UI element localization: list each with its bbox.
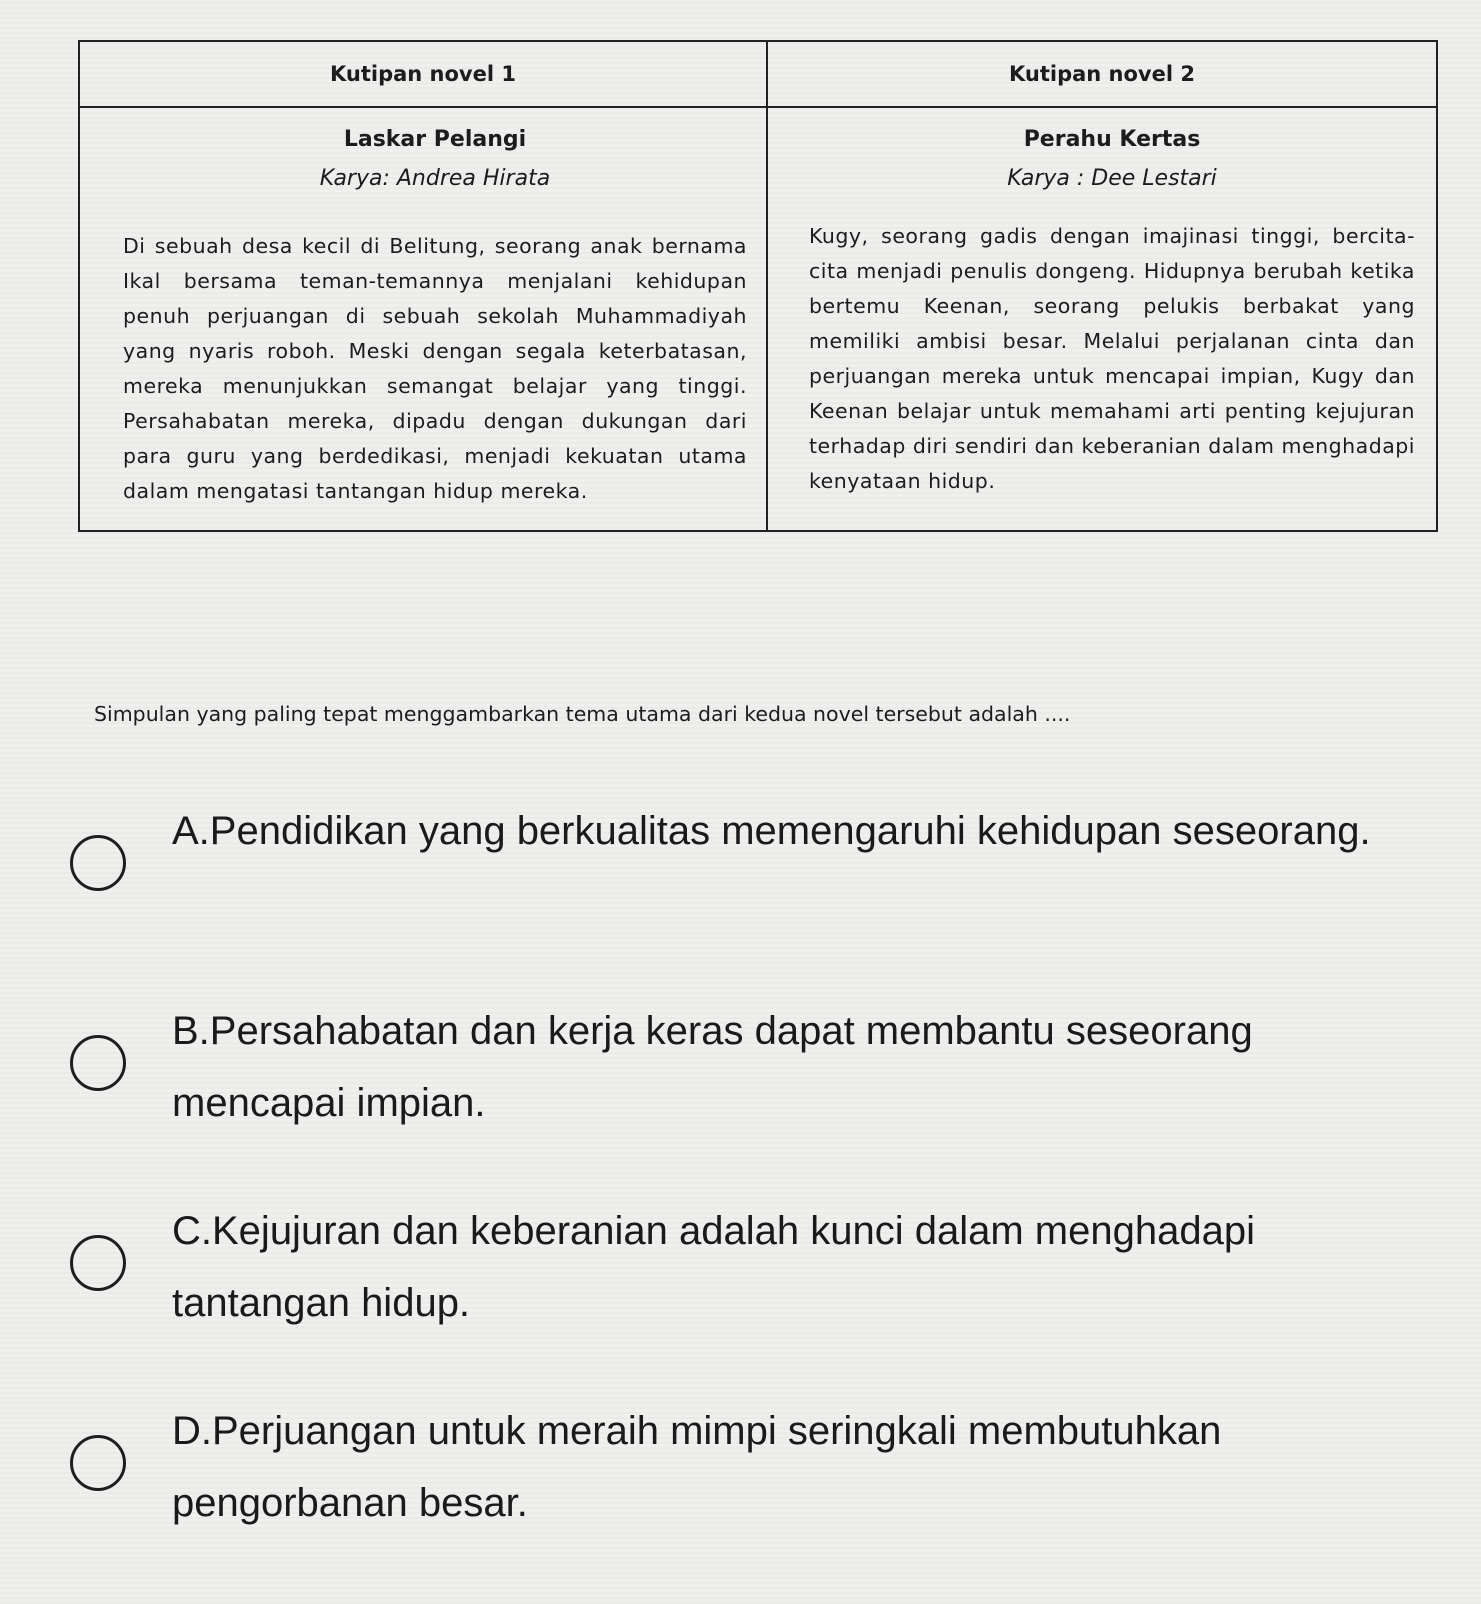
novel-1-cell <box>79 107 767 531</box>
option-b[interactable] <box>60 995 1460 1145</box>
option-c[interactable] <box>60 1195 1460 1345</box>
novel-2-cell <box>767 107 1437 531</box>
option-c-label: C.Kejujuran dan keberanian adalah kunci dalam menghadapi tantangan hidup. <box>172 1209 1255 1325</box>
novel-2-author: Karya : Dee Lestari <box>1007 166 1217 191</box>
option-d[interactable] <box>60 1395 1460 1545</box>
novel-1-author: Karya: Andrea Hirata <box>319 166 551 191</box>
option-c-radio[interactable] <box>70 1235 126 1291</box>
option-b-radio[interactable] <box>70 1035 126 1091</box>
option-b-label: B.Persahabatan dan kerja keras dapat membantu seseorang mencapai impian. <box>172 1009 1253 1125</box>
option-d-label: D.Perjuangan untuk meraih mimpi seringkali membutuhkan pengorbanan besar. <box>172 1409 1222 1525</box>
option-a[interactable] <box>60 795 1460 945</box>
option-a-radio[interactable] <box>70 835 126 891</box>
option-d-radio[interactable] <box>70 1435 126 1491</box>
novel-2-title: Perahu Kertas <box>1023 127 1201 152</box>
question-text: Simpulan yang paling tepat menggambarkan tema utama dari kedua novel tersebut adalah .... <box>94 702 1071 726</box>
option-a-label: A.Pendidikan yang berkualitas memengaruhi kehidupan seseorang. <box>172 809 1371 853</box>
novel-2-excerpt: Kugy, seorang gadis dengan imajinasi tinggi, bercita-cita menjadi penulis dongeng. Hidupnya berubah ketika bertemu Keenan, seorang pelukis berbakat yang memiliki ambisi besar. Melalui perjalanan cinta dan perjuangan mereka untuk mencapai impian, Kugy dan Keenan belajar untuk memahami arti penting kejujuran terhadap diri sendiri dan keberanian dalam menghadapi kenyataan hidup. <box>809 224 1415 493</box>
novel-1-title: Laskar Pelangi <box>343 127 527 152</box>
novel-1-excerpt: Di sebuah desa kecil di Belitung, seorang anak bernama Ikal bersama teman-temannya menjalani kehidupan penuh perjuangan di sebuah sekolah Muhammadiyah yang nyaris roboh. Meski dengan segala keterbatasan, mereka menunjukkan semangat belajar yang tinggi. Persahabatan mereka, dipadu dengan dukungan dari para guru yang berdedikasi, menjadi kekuatan utama dalam mengatasi tantangan hidup mereka. <box>123 234 747 503</box>
header-novel-1: Kutipan novel 1 <box>79 41 767 107</box>
header-novel-2: Kutipan novel 2 <box>767 41 1437 107</box>
novel-excerpt-table <box>78 40 1438 532</box>
